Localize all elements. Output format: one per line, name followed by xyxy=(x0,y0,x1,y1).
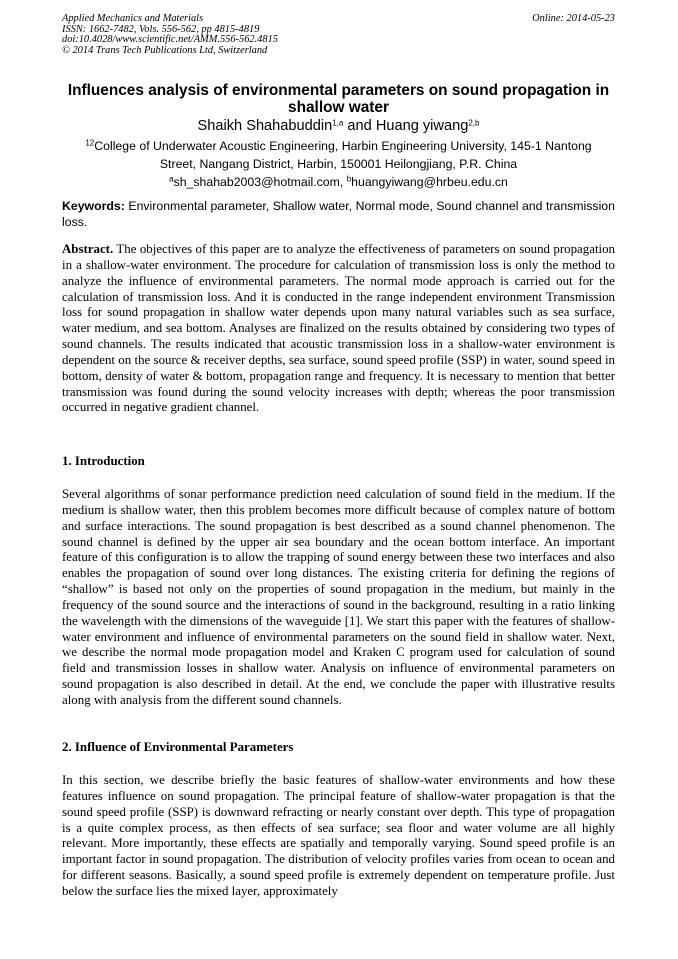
journal-name: Applied Mechanics and Materials xyxy=(62,13,204,24)
email-line xyxy=(62,173,615,191)
online-date: Online: 2014-05-23 xyxy=(532,13,615,24)
affiliation-text-1: College of Underwater Acoustic Engineering, Harbin Engineering University, 145-1 Nantong xyxy=(94,139,592,153)
keywords-label: Keywords: xyxy=(62,199,125,213)
author-line xyxy=(62,118,615,135)
section-1-heading: 1. Introduction xyxy=(62,454,145,468)
abstract-label: Abstract. xyxy=(62,242,114,256)
keywords-text: Environmental parameter, Shallow water, Normal mode, Sound channel and transmission loss. xyxy=(62,199,615,229)
paper-title: Influences analysis of environmental parameters on sound propagation in shallow water xyxy=(67,82,610,116)
affiliation-line-1 xyxy=(62,137,615,155)
author-2: Huang yiwang xyxy=(375,118,469,134)
affiliation-sup: 12 xyxy=(85,138,95,148)
affiliation-line-2: Street, Nangang District, Harbin, 150001 Heilongjiang, P.R. China xyxy=(159,157,518,171)
doi-line: doi:10.4028/www.scientific.net/AMM.556-562.4815 xyxy=(62,34,278,46)
section-2-paragraph: In this section, we describe briefly the basic features of shallow-water environments and how these features influence on sound propagation. The principal feature of shallow-water propagation is that the sound speed profile (SSP) is downward refracting or nearly constant over depth. This type of propagation is a quite complex process, as then effects of sea surface; sea floor and water volume are all highly relevant. More importantly, these effects are spatially and temporally varying. Sound speed profile is an important factor in sound propagation. The distribution of velocity profiles varies from ocean to ocean and for different seasons. Basically, a sound speed profile is extremely dependent on temperature profile. Just below the surface lies the mixed layer, approximately xyxy=(62,773,615,898)
abstract-text: The objectives of this paper are to analyze the effectiveness of parameters on sound propagation in a shallow-water environment. The procedure for calculation of transmission loss is only the method to analyze the influence of environmental parameters. The normal mode approach is carried out for the calculation of transmission loss. And it is conducted in the range independent environment Transmission loss for sound propagation in shallow water depends upon many natural variables such as sea surface, water medium, and sea bottom. Analyses are finalized on the results obtained by considering two types of sound channels. The results indicated that acoustic transmission loss in a shallow-water environment is dependent on the source & receiver depths, sea surface, sound speed profile (SSP) in water, sound speed in bottom, density of water & bottom, propagation range and frequency. It is necessary to mention that better transmission was found during the sound velocity increases with depth; whereas the poor transmission occurred in negative gradient channel. xyxy=(62,242,615,415)
email-b-sup: b xyxy=(346,174,352,184)
email-a-sup: a xyxy=(169,174,174,184)
author-2-sup: 2,b xyxy=(468,118,480,128)
email-b: huangyiwang@hrbeu.edu.cn xyxy=(351,175,508,189)
copyright-line: © 2014 Trans Tech Publications Ltd, Switzerland xyxy=(62,44,268,56)
affiliation-block xyxy=(62,137,615,191)
issn-line: ISSN: 1662-7482, Vols. 556-562, pp 4815-4819 xyxy=(62,23,260,35)
section-1-paragraph: Several algorithms of sonar performance prediction need calculation of sound field in the medium. If the medium is shallow water, then this problem becomes more difficult because of complex nature of bottom and surface interactions. The sound propagation is best described as a sound channel phenomenon. The sound channel is defined by the upper air sea boundary and the ocean bottom interface. An important feature of this configuration is to allow the trapping of sound energy between these two interfaces and also enables the propagation of sound over long distances. The existing criteria for defining the regions of “shallow” is based not only on the properties of sound propagation in the medium, but mainly in the frequency of the sound source and the interactions of sound in the background, resulting in a ratio linking the wavelength with the dimensions of the waveguide [1]. We start this paper with the features of shallow-water environment and influence of environmental parameters on the sound field in shallow water. Next, we describe the normal mode propagation model and Kraken C program used for calculation of sound field and transmission losses in shallow water. Analysis on influence of environmental parameters on sound propagation is also described in detail. At the end, we conclude the paper with illustrative results along with analysis from the different sound channels. xyxy=(62,487,615,707)
section-2-heading: 2. Influence of Environmental Parameters xyxy=(62,740,294,754)
author-conjunction: and xyxy=(343,118,376,134)
keywords-paragraph xyxy=(62,199,615,230)
author-1: Shaikh Shahabuddin xyxy=(197,118,333,134)
journal-header xyxy=(62,14,278,56)
author-1-sup: 1,a xyxy=(332,118,344,128)
email-a: sh_shahab2003@hotmail.com, xyxy=(173,175,347,189)
abstract-paragraph xyxy=(62,242,615,416)
